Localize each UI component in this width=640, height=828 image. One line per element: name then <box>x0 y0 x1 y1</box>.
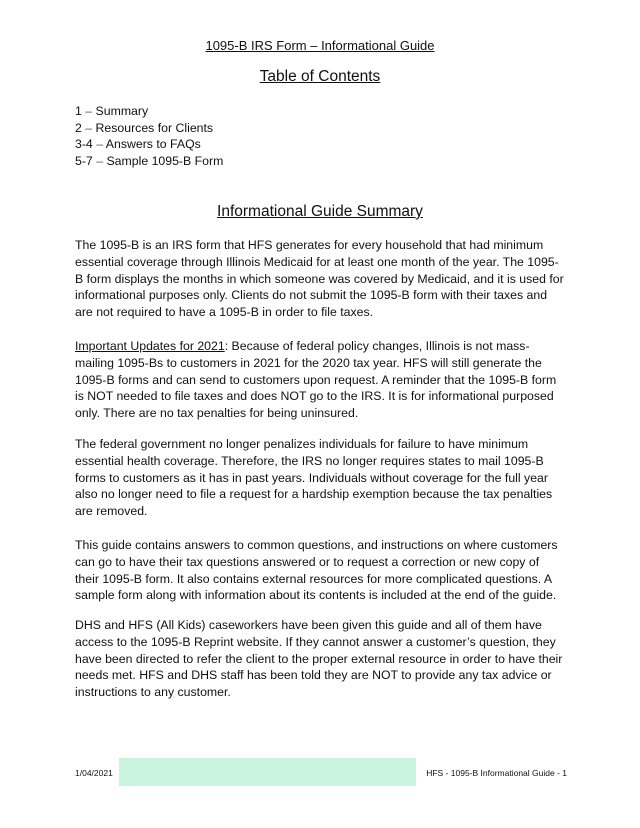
summary-paragraph-1: The 1095-B is an IRS form that HFS generates for every household that had minimum essential coverage through Illinois Medicaid for at least one month of the year. The 1095-B form displays the months in which someone was covered by Medicaid, and it is used for informational purposes only. Clients do not submit the 1095-B form with their taxes and are not required to have a 1095-B in order to file taxes. <box>75 238 564 320</box>
toc-entry: 5-7 – Sample 1095-B Form <box>75 153 224 168</box>
footer-highlight-bar <box>119 758 416 786</box>
summary-paragraph-2: Important Updates for 2021: Because of federal policy changes, Illinois is not mass-mailing 1095-Bs to customers in 2021 for the 2020 tax year. HFS will still generate the 1095-B forms and can send to customers upon request. A reminder that the 1095-B form is NOT needed to file taxes and does NOT go to the IRS. It is for informational purposed only. There are no tax penalties for being uninsured. <box>75 339 557 421</box>
footer-date: 1/04/2021 <box>75 768 113 778</box>
important-updates-heading: Important Updates for 2021 <box>75 339 225 353</box>
footer-page-label: HFS - 1095-B Informational Guide - 1 <box>426 768 567 778</box>
summary-paragraph-3: The federal government no longer penalizes individuals for failure to have minimum essential health coverage. Therefore, the IRS no longer requires states to mail 1095-B forms to customers as it has in past years. Individuals without coverage for the full year also no longer need to file a request for a hardship exemption because the tax penalties are removed. <box>75 437 553 519</box>
toc-entry: 1 – Summary <box>75 104 149 118</box>
document-title: 1095-B IRS Form – Informational Guide <box>205 38 435 53</box>
toc-entry: 3-4 – Answers to FAQs <box>75 137 201 151</box>
summary-heading: Informational Guide Summary <box>217 203 423 220</box>
summary-paragraph-5: DHS and HFS (All Kids) caseworkers have been given this guide and all of them have access to the 1095-B Reprint website. If they cannot answer a customer’s question, they have been directed to refer the client to the proper external resource in order to have their needs met. HFS and DHS staff has been told they are NOT to provide any tax advice or instructions to any customer. <box>75 618 563 700</box>
toc-heading: Table of Contents <box>259 68 381 85</box>
summary-paragraph-4: This guide contains answers to common questions, and instructions on where customers can go to have their tax questions answered or to request a correction or new copy of their 1095-B form. It also contains external resources for more complicated questions. A sample form along with information about its contents is included at the end of the guide. <box>75 538 558 603</box>
table-of-contents <box>75 103 223 169</box>
toc-entry: 2 – Resources for Clients <box>75 120 214 135</box>
